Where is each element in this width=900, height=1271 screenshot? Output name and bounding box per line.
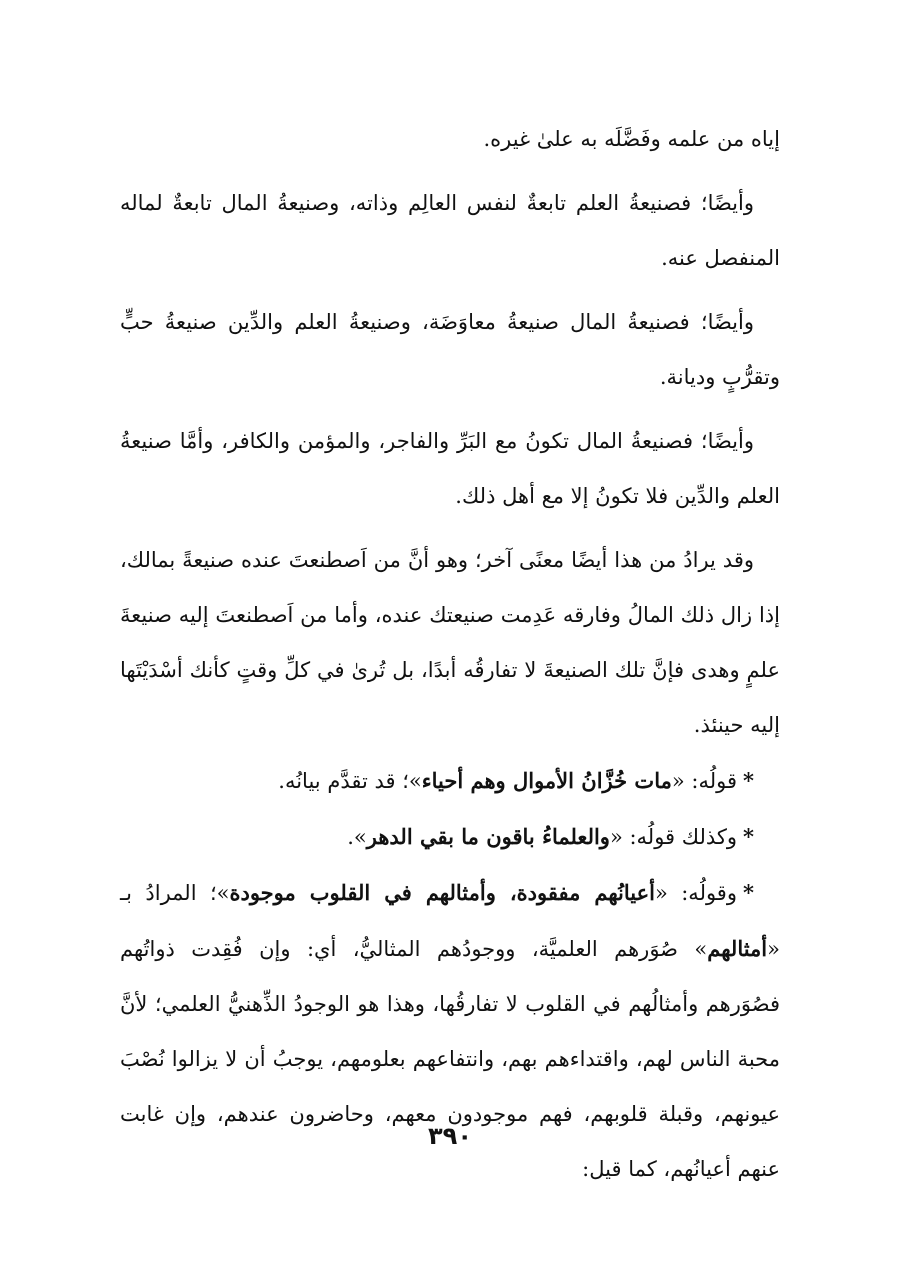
paragraph-5: وقد يرادُ من هذا أيضًا معنًى آخر؛ وهو أنَّ من اَصطنعتَ عنده صنيعةً بمالك، إذا زال ذلك المالُ وفارقه عَدِمت صنيعتك عنده، وأما من اَصطنعتَ إليه صنيعةَ علمٍ وهدى فإنَّ تلك الصنيعةَ لا تفارقُه أبدًا، بل تُرىٰ في كلِّ وقتٍ كأنك أسْدَيْتَها إليه حينئذ. — [120, 548, 780, 737]
bullet-2-suffix: ». — [347, 825, 367, 849]
bullet-star-icon: * — [743, 880, 754, 905]
bullet-3-quote-2: أمثالهم — [707, 936, 768, 961]
bullet-1-prefix: قولُه: « — [671, 769, 738, 793]
bullet-paragraph-2 — [120, 809, 780, 865]
bullet-star-icon: * — [743, 768, 754, 793]
bullet-2-quote: والعلماءُ باقون ما بقي الدهر — [366, 824, 610, 849]
page-number: ٣٩٠ — [428, 1122, 472, 1150]
paragraph-2: وأيضًا؛ فصنيعةُ العلم تابعةٌ لنفس العالِم وذاته، وصنيعةُ المال تابعةٌ لماله المنفصل عنه. — [120, 191, 780, 270]
paragraph-1: إياه من علمه وفَضَّلَه به علىٰ غيره. — [483, 127, 780, 151]
page-body — [120, 112, 780, 1197]
bullet-3-prefix: وقولُه: « — [654, 881, 737, 905]
bullet-3-middle: »؛ المرادُ بـ « — [120, 881, 780, 961]
bullet-3-quote: أعيانُهم مفقودة، وأمثالهم في القلوب موجودة — [229, 880, 655, 905]
bullet-star-icon: * — [743, 824, 754, 849]
bullet-3-suffix: » صُوَرهم العلميَّة، ووجودُهم المثاليُّ، أي: وإن فُقِدت ذواتُهم فصُوَرهم وأمثالُهم في القلوب لا تفارقُها، وهذا هو الوجودُ الذِّهنيُّ العلمي؛ لأنَّ محبة الناس لهم، واقتداءهم بهم، وانتفاعهم بعلومهم، يوجبُ أن لا يزالوا نُصْبَ عيونهم، وقبلة قلوبهم، فهم موجودون معهم، وحاضرون عندهم، وإن غابت عنهم أعيانُهم، كما قيل: — [120, 937, 780, 1181]
bullet-paragraph-1 — [120, 753, 780, 809]
bullet-1-quote: مات خُزَّانُ الأموال وهم أحياء — [421, 768, 672, 793]
bullet-1-suffix: »؛ قد تقدَّم بيانُه. — [278, 769, 422, 793]
paragraph-4: وأيضًا؛ فصنيعةُ المال تكونُ مع البَرِّ والفاجر، والمؤمن والكافر، وأمَّا صنيعةُ العلم والدِّين فلا تكونُ إلا مع أهل ذلك. — [120, 429, 780, 508]
bullet-2-prefix: وكذلك قولُه: « — [609, 825, 738, 849]
paragraph-3: وأيضًا؛ فصنيعةُ المال صنيعةُ معاوَضَة، وصنيعةُ العلم والدِّين صنيعةُ حبٍّ وتقرُّبٍ وديانة. — [120, 310, 780, 389]
